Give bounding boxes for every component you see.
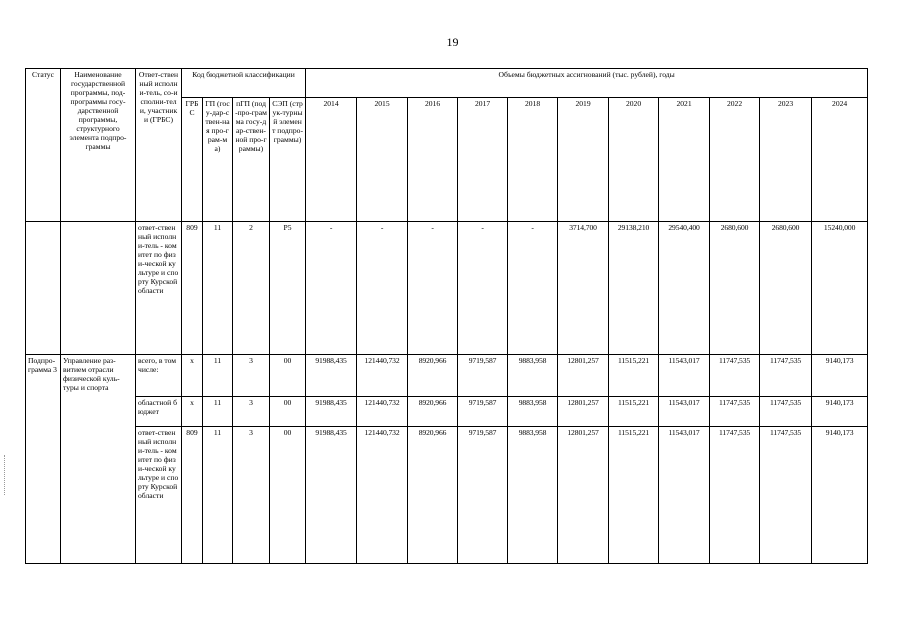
cell-pgp: 3 — [233, 397, 270, 427]
header-budget-code: Код бюджетной классификации — [182, 69, 306, 98]
cell-gp: 11 — [203, 427, 233, 564]
cell-status: Подпро-грамма 3 — [26, 355, 61, 564]
cell-value: 3714,700 — [558, 222, 609, 355]
cell-value: 9719,587 — [458, 397, 508, 427]
header-year: 2023 — [760, 98, 812, 222]
cell-value: 11515,221 — [609, 397, 659, 427]
cell-value: 9140,173 — [812, 397, 868, 427]
cell-value: - — [408, 222, 458, 355]
cell-name — [61, 222, 136, 355]
cell-sep: 00 — [270, 355, 306, 397]
cell-value: - — [508, 222, 558, 355]
header-year: 2018 — [508, 98, 558, 222]
header-pgp: пГП (под-про-грамма госу-дар-ствен-ной про-граммы) — [233, 98, 270, 222]
cell-value: 2680,600 — [760, 222, 812, 355]
cell-value: 9883,958 — [508, 427, 558, 564]
cell-value: 11747,535 — [760, 397, 812, 427]
cell-value: 11543,017 — [659, 355, 710, 397]
cell-value: 121440,732 — [357, 397, 408, 427]
cell-value: - — [357, 222, 408, 355]
cell-value: 29540,400 — [659, 222, 710, 355]
cell-executor: ответ-ственный исполни-тель - комитет по физи-ческой культуре и спорту Курской области — [136, 222, 182, 355]
header-sep: СЭП (струк-турный элемент подпро-граммы) — [270, 98, 306, 222]
table-row — [26, 355, 868, 397]
cell-value: 8920,966 — [408, 355, 458, 397]
header-executor: Ответ-ственный исполни-тель, со-исполни-тели, участники (ГРБС) — [136, 69, 182, 222]
header-year: 2015 — [357, 98, 408, 222]
header-name: Наименование государственной программы, под-программы госу-дарственной программы, структурного элемента подпро-граммы — [61, 69, 136, 222]
table-row — [26, 397, 868, 427]
cell-value: 121440,732 — [357, 355, 408, 397]
page-number: 19 — [446, 35, 459, 49]
margin-mark — [4, 455, 6, 495]
cell-value: 15240,000 — [812, 222, 868, 355]
cell-executor: областной бюджет — [136, 397, 182, 427]
cell-grbs: х — [182, 355, 203, 397]
cell-value: 11515,221 — [609, 427, 659, 564]
header-year: 2021 — [659, 98, 710, 222]
cell-value: 11543,017 — [659, 427, 710, 564]
cell-value: 11543,017 — [659, 397, 710, 427]
cell-gp: 11 — [203, 397, 233, 427]
cell-value: 11747,535 — [710, 427, 760, 564]
cell-value: 9140,173 — [812, 427, 868, 564]
budget-table — [25, 68, 868, 564]
cell-value: 9140,173 — [812, 355, 868, 397]
header-year: 2014 — [306, 98, 357, 222]
cell-value: 121440,732 — [357, 427, 408, 564]
header-status: Статус — [26, 69, 61, 222]
cell-value: 11515,221 — [609, 355, 659, 397]
cell-pgp: 3 — [233, 427, 270, 564]
cell-value: 91988,435 — [306, 427, 357, 564]
cell-gp: 11 — [203, 355, 233, 397]
cell-status — [26, 222, 61, 355]
header-grbs: ГРБ С — [182, 98, 203, 222]
cell-value: 9719,587 — [458, 355, 508, 397]
cell-value: 29138,210 — [609, 222, 659, 355]
cell-executor: ответ-ственный исполни-тель - комитет по физи-ческой культуре и спорту Курской области — [136, 427, 182, 564]
cell-name: Управление раз-витием отрасли физической куль-туры и спорта — [61, 355, 136, 564]
cell-value: 91988,435 — [306, 355, 357, 397]
cell-value: 11747,535 — [760, 355, 812, 397]
header-year: 2017 — [458, 98, 508, 222]
cell-value: 12801,257 — [558, 427, 609, 564]
cell-value: - — [458, 222, 508, 355]
header-year: 2016 — [408, 98, 458, 222]
cell-value: 11747,535 — [760, 427, 812, 564]
cell-value: 91988,435 — [306, 397, 357, 427]
cell-value: 8920,966 — [408, 397, 458, 427]
cell-value: 9719,587 — [458, 427, 508, 564]
cell-sep: 00 — [270, 397, 306, 427]
cell-value: 11747,535 — [710, 397, 760, 427]
header-volumes: Объемы бюджетных ассигнований (тыс. рублей), годы — [306, 69, 868, 98]
cell-grbs: х — [182, 397, 203, 427]
cell-value: 9883,958 — [508, 355, 558, 397]
cell-sep: 00 — [270, 427, 306, 564]
header-year: 2019 — [558, 98, 609, 222]
cell-executor: всего, в том числе: — [136, 355, 182, 397]
cell-pgp: 3 — [233, 355, 270, 397]
cell-grbs: 809 — [182, 222, 203, 355]
header-gp: ГП (госу-дар-ствен-ная про-грам-ма) — [203, 98, 233, 222]
cell-value: 8920,966 — [408, 427, 458, 564]
cell-value: 9883,958 — [508, 397, 558, 427]
header-year: 2024 — [812, 98, 868, 222]
cell-value: - — [306, 222, 357, 355]
header-year: 2020 — [609, 98, 659, 222]
cell-pgp: 2 — [233, 222, 270, 355]
table-row — [26, 427, 868, 564]
cell-value: 2680,600 — [710, 222, 760, 355]
cell-gp: 11 — [203, 222, 233, 355]
header-year: 2022 — [710, 98, 760, 222]
cell-value: 12801,257 — [558, 355, 609, 397]
table-row — [26, 222, 868, 355]
cell-value: 12801,257 — [558, 397, 609, 427]
cell-sep: Р5 — [270, 222, 306, 355]
cell-grbs: 809 — [182, 427, 203, 564]
cell-value: 11747,535 — [710, 355, 760, 397]
